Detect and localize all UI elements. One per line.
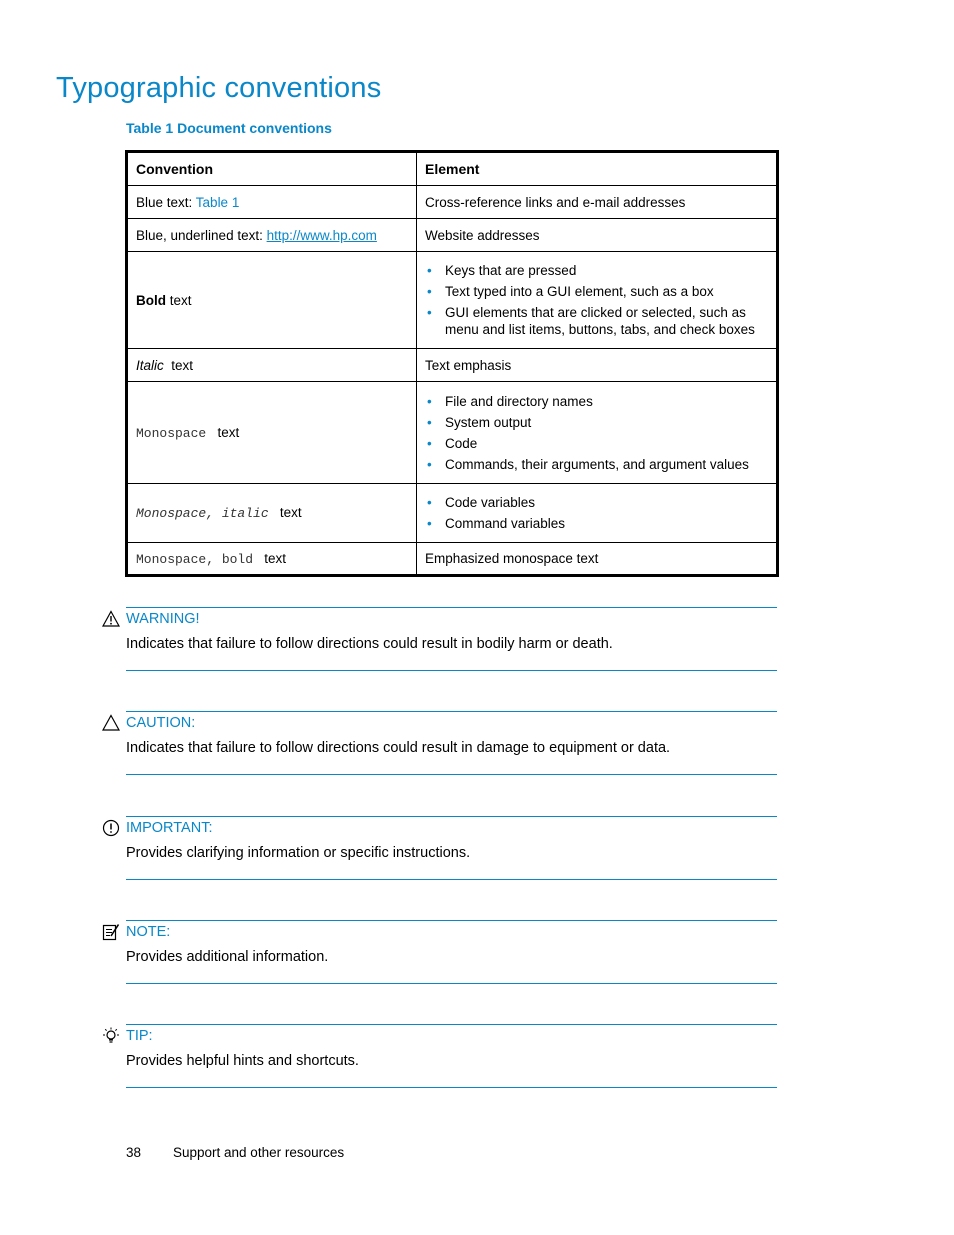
convention-suffix: text (166, 292, 192, 308)
caution-text: Indicates that failure to follow directions could result in damage to equipment or data. (126, 740, 671, 756)
table-1-link[interactable]: Table 1 (195, 194, 240, 210)
table-row (127, 186, 778, 219)
notice-bottom-rule (126, 983, 777, 984)
warning-text: Indicates that failure to follow directions could result in bodily harm or death. (126, 636, 613, 652)
tip-notice (100, 1024, 777, 1088)
important-text: Provides clarifying information or specific instructions. (126, 845, 471, 861)
convention-cell (127, 543, 417, 576)
list-item: • Commands, their arguments, and argument values (425, 456, 768, 473)
table-row (127, 382, 778, 484)
warning-label: WARNING! (126, 611, 200, 627)
warning-icon (102, 610, 120, 628)
table-row (127, 349, 778, 382)
page-title: Typographic conventions (56, 72, 382, 104)
element-list (425, 393, 768, 473)
list-item: • Command variables (425, 515, 768, 532)
bold-sample: Bold (136, 292, 166, 308)
notepad-icon (102, 923, 120, 941)
note-text: Provides additional information. (126, 949, 329, 965)
element-list (425, 262, 768, 338)
notice-bottom-rule (126, 879, 777, 880)
hp-website-link[interactable]: http://www.hp.com (266, 227, 377, 243)
important-notice (100, 816, 777, 880)
monospace-bold-sample: Monospace, bold (136, 551, 254, 567)
convention-suffix: text (217, 424, 240, 440)
convention-cell (127, 484, 417, 543)
convention-suffix: text (279, 505, 302, 520)
convention-cell (127, 349, 417, 382)
notice-top-rule (126, 816, 777, 817)
element-list (425, 494, 768, 532)
notice-bottom-rule (126, 1087, 777, 1088)
element-cell: Emphasized monospace text (417, 543, 778, 576)
tip-text: Provides helpful hints and shortcuts. (126, 1053, 359, 1069)
tip-label: TIP: (126, 1028, 153, 1044)
list-item: • Text typed into a GUI element, such as a box (425, 283, 768, 300)
exclamation-circle-icon (102, 819, 120, 837)
italic-sample: Italic (136, 357, 164, 373)
light-bulb-icon (102, 1027, 120, 1045)
notice-top-rule (126, 711, 777, 712)
notice-bottom-rule (126, 774, 777, 775)
table-row (127, 543, 778, 576)
header-element: Element (417, 152, 778, 186)
convention-suffix: text (171, 357, 194, 373)
warning-notice (100, 607, 777, 671)
convention-prefix: Blue text: (136, 194, 196, 210)
element-cell (417, 252, 778, 349)
convention-cell (127, 252, 417, 349)
list-item: • Code variables (425, 494, 768, 511)
header-convention: Convention (127, 152, 417, 186)
table-row (127, 219, 778, 252)
notice-top-rule (126, 607, 777, 608)
important-label: IMPORTANT: (126, 820, 213, 836)
note-notice (100, 920, 777, 984)
element-cell: Website addresses (417, 219, 778, 252)
element-cell: Cross-reference links and e-mail addresses (417, 186, 778, 219)
table-caption: Table 1 Document conventions (126, 120, 332, 136)
convention-suffix: text (264, 550, 287, 566)
element-cell (417, 382, 778, 484)
notice-bottom-rule (126, 670, 777, 671)
footer-section: Support and other resources (173, 1145, 345, 1160)
notice-top-rule (126, 920, 777, 921)
caution-notice (100, 711, 777, 775)
caution-label: CAUTION: (126, 715, 196, 731)
list-item: • Code (425, 435, 768, 452)
list-item: • System output (425, 414, 768, 431)
notice-top-rule (126, 1024, 777, 1025)
convention-cell (127, 382, 417, 484)
convention-cell (127, 186, 417, 219)
caution-icon (102, 714, 120, 732)
conventions-table (125, 150, 779, 577)
table-row (127, 252, 778, 349)
element-cell: Text emphasis (417, 349, 778, 382)
monospace-italic-sample: Monospace, italic (136, 506, 269, 521)
convention-cell (127, 219, 417, 252)
convention-prefix: Blue, underlined text: (136, 227, 267, 243)
note-label: NOTE: (126, 924, 171, 940)
list-item: • File and directory names (425, 393, 768, 410)
table-row (127, 484, 778, 543)
list-item: • GUI elements that are clicked or selected, such as menu and list items, buttons, tabs, and check boxes (425, 304, 768, 338)
list-item: • Keys that are pressed (425, 262, 768, 279)
table-header-row (127, 152, 778, 186)
element-cell (417, 484, 778, 543)
page-number: 38 (126, 1145, 142, 1160)
monospace-sample: Monospace (136, 425, 207, 441)
